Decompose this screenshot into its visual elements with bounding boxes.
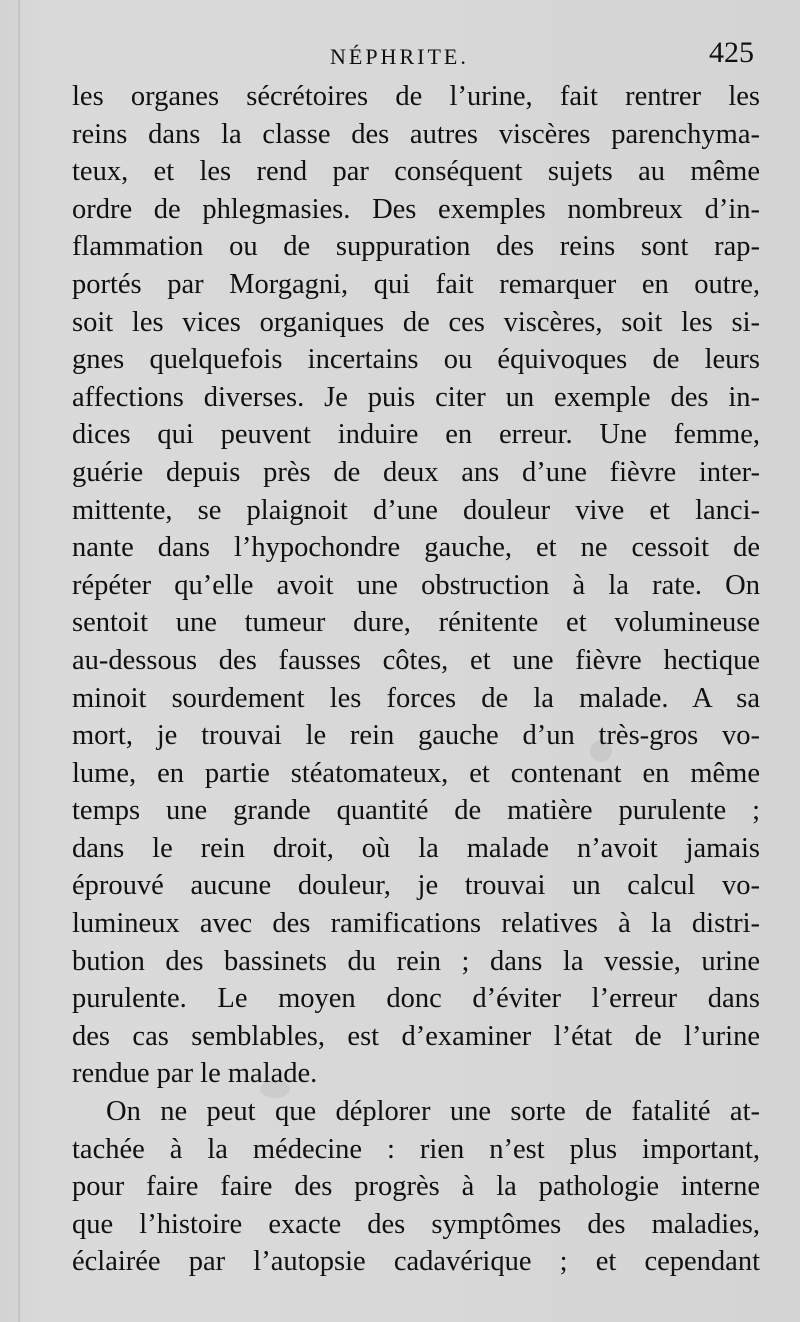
text-line: dices qui peuvent induire en erreur. Une femme, [72,419,760,451]
text-line: lume, en partie stéatomateux, et contenant en même [72,757,760,789]
text-line: répéter qu’elle avoit une obstruction à la rate. On [72,569,760,601]
page-number: 425 [709,36,754,69]
text-line: lumineux avec des ramifications relatives à la distri- [72,908,760,940]
text-line: soit les vices organiques de ces viscères, soit les si- [72,306,760,338]
text-line: tachée à la médecine : rien n’est plus important, [72,1133,760,1165]
text-line: que l’histoire exacte des symptômes des maladies, [72,1208,760,1240]
paragraph [72,78,760,1093]
running-title: NÉPHRITE. [330,44,469,69]
text-line: ordre de phlegmasies. Des exemples nombreux d’in- [72,193,760,225]
text-line: nante dans l’hypochondre gauche, et ne cessoit de [72,532,760,564]
text-line: gnes quelquefois incertains ou équivoques de leurs [72,344,760,376]
text-line: mort, je trouvai le rein gauche d’un très-gros vo- [72,720,760,752]
text-line: des cas semblables, est d’examiner l’état de l’urine [72,1020,760,1052]
page-header [0,36,800,76]
text-line: sentoit une tumeur dure, rénitente et volumineuse [72,607,760,639]
paragraph [72,1093,760,1281]
text-line: reins dans la classe des autres viscères parenchyma- [72,118,760,150]
text-line: On ne peut que déplorer une sorte de fatalité at- [106,1096,760,1128]
page-spine-shadow [18,0,20,1322]
text-line: mittente, se plaignoit d’une douleur vive et lanci- [72,494,760,526]
text-line: les organes sécrétoires de l’urine, fait rentrer les [72,81,760,112]
text-line: éprouvé aucune douleur, je trouvai un calcul vo- [72,870,760,902]
text-line: affections diverses. Je puis citer un exemple des in- [72,381,760,413]
text-line: dans le rein droit, où la malade n’avoit jamais [72,832,760,864]
text-line: au-dessous des fausses côtes, et une fièvre hectique [72,644,760,676]
text-line: éclairée par l’autopsie cadavérique ; et cependant [72,1246,760,1278]
text-line: rendue par le malade. [72,1058,318,1090]
body-text [72,78,760,1281]
text-line: purulente. Le moyen donc d’éviter l’erreur dans [72,983,760,1015]
text-line: flammation ou de suppuration des reins sont rap- [72,231,760,263]
text-line: portés par Morgagni, qui fait remarquer en outre, [72,268,760,300]
text-line: teux, et les rend par conséquent sujets au même [72,156,760,188]
text-line: pour faire faire des progrès à la pathologie interne [72,1171,760,1203]
text-line: temps une grande quantité de matière purulente ; [72,795,760,827]
text-line: minoit sourdement les forces de la malade. A sa [72,682,760,714]
text-line: guérie depuis près de deux ans d’une fièvre inter- [72,456,760,488]
text-line: bution des bassinets du rein ; dans la vessie, urine [72,945,760,977]
